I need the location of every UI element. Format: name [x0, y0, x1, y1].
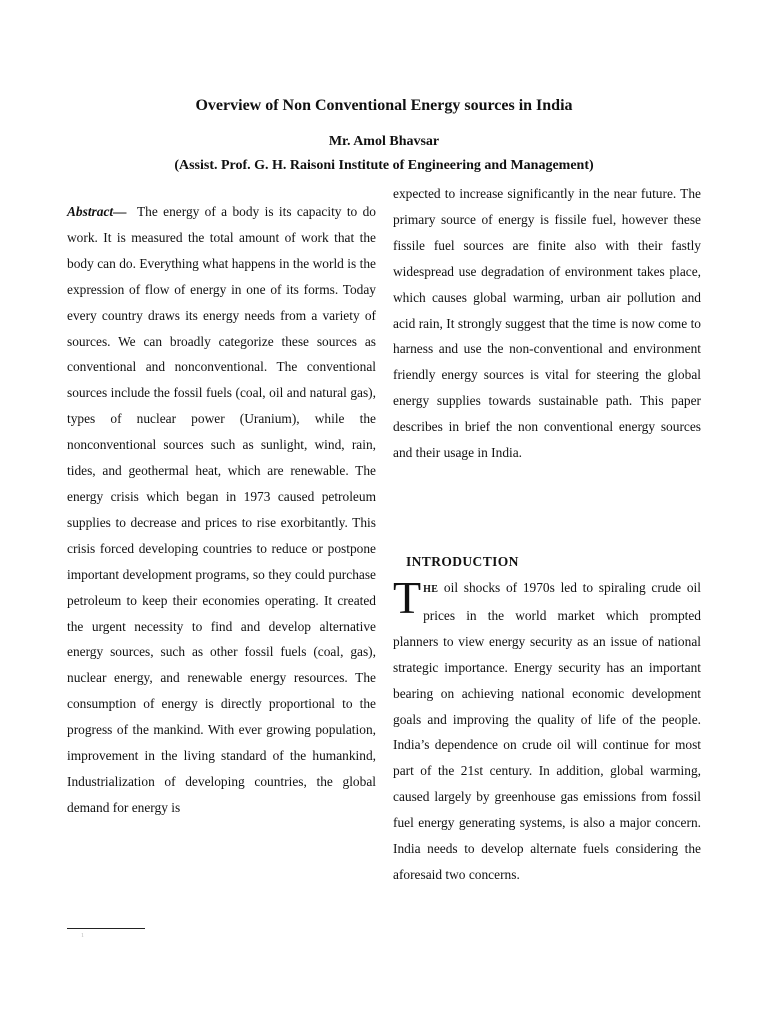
author-name: Mr. Amol Bhavsar — [328, 134, 440, 149]
footnote-marker: 1 — [81, 933, 84, 939]
abstract-text-left: The energy of a body is its capacity to do work. It is measured the total amount of work that the body can do. Everything what happens in the world is the expression of flow of energy in one of its forms. Today every country draws its energy needs from a variety of sources. We can broadly categorize these sources as conventional and nonconventional. The conventional sources include the fossil fuels (coal, oil and natural gas), types of nuclear power (Uranium), while the nonconventional sources such as sunlight, wind, rain, tides, and geothermal heat, which are renewable. The energy crisis which began in 1973 caused petroleum supplies to decrease and prices to rise exorbitantly. This crisis forced developing countries to reduce or postpone important development programs, so they could purchase petroleum to keep their economies operating. It created the urgent necessity to find and develop alternative energy sources, such as other fossil fuels (coal, gas), nuclear energy, and renewable energy resources. The consumption of energy is directly proportional to the progress of the mankind. With ever growing population, improvement in the living standard of the humankind, Industrialization of developing countries, the global demand for energy is — [67, 204, 376, 815]
footnote-divider — [67, 928, 145, 929]
paper-title: Overview of Non Conventional Energy sources in India — [195, 97, 573, 114]
introduction-body — [393, 572, 701, 888]
author-affiliation: (Assist. Prof. G. H. Raisoni Institute of Engineering and Management) — [174, 158, 594, 173]
abstract-left-column — [67, 199, 376, 821]
abstract-right-column — [393, 181, 701, 466]
abstract-label: Abstract— — [67, 204, 127, 219]
introduction-heading: INTRODUCTION — [406, 554, 519, 569]
introduction-text: oil shocks of 1970s led to spiraling crude oil prices in the world market which prompted planners to view energy security as an issue of national strategic importance. Energy security has an important bearing on achieving national economic development goals and improving the quality of life of the people. India’s dependence on crude oil will continue for most part of the 21st century. In addition, global warming, caused largely by greenhouse gas emissions from fossil fuel energy generating systems, is also a major concern. India needs to develop alternate fuels considering the aforesaid two concerns. — [393, 580, 701, 882]
dropcap-smallcaps: HE — [423, 584, 439, 595]
abstract-text-right: expected to increase significantly in the near future. The primary source of energy is fissile fuel, however these fissile fuel sources are finite also with their fastly widespread use degradation of environment takes place, which causes global warming, urban air pollution and acid rain, It strongly suggest that the time is now come to harness and use the non-conventional and environment friendly energy sources is vital for steering the global energy supplies towards sustainable path. This paper describes in brief the non conventional energy sources and their usage in India. — [393, 186, 701, 461]
dropcap-letter: T — [393, 572, 422, 623]
